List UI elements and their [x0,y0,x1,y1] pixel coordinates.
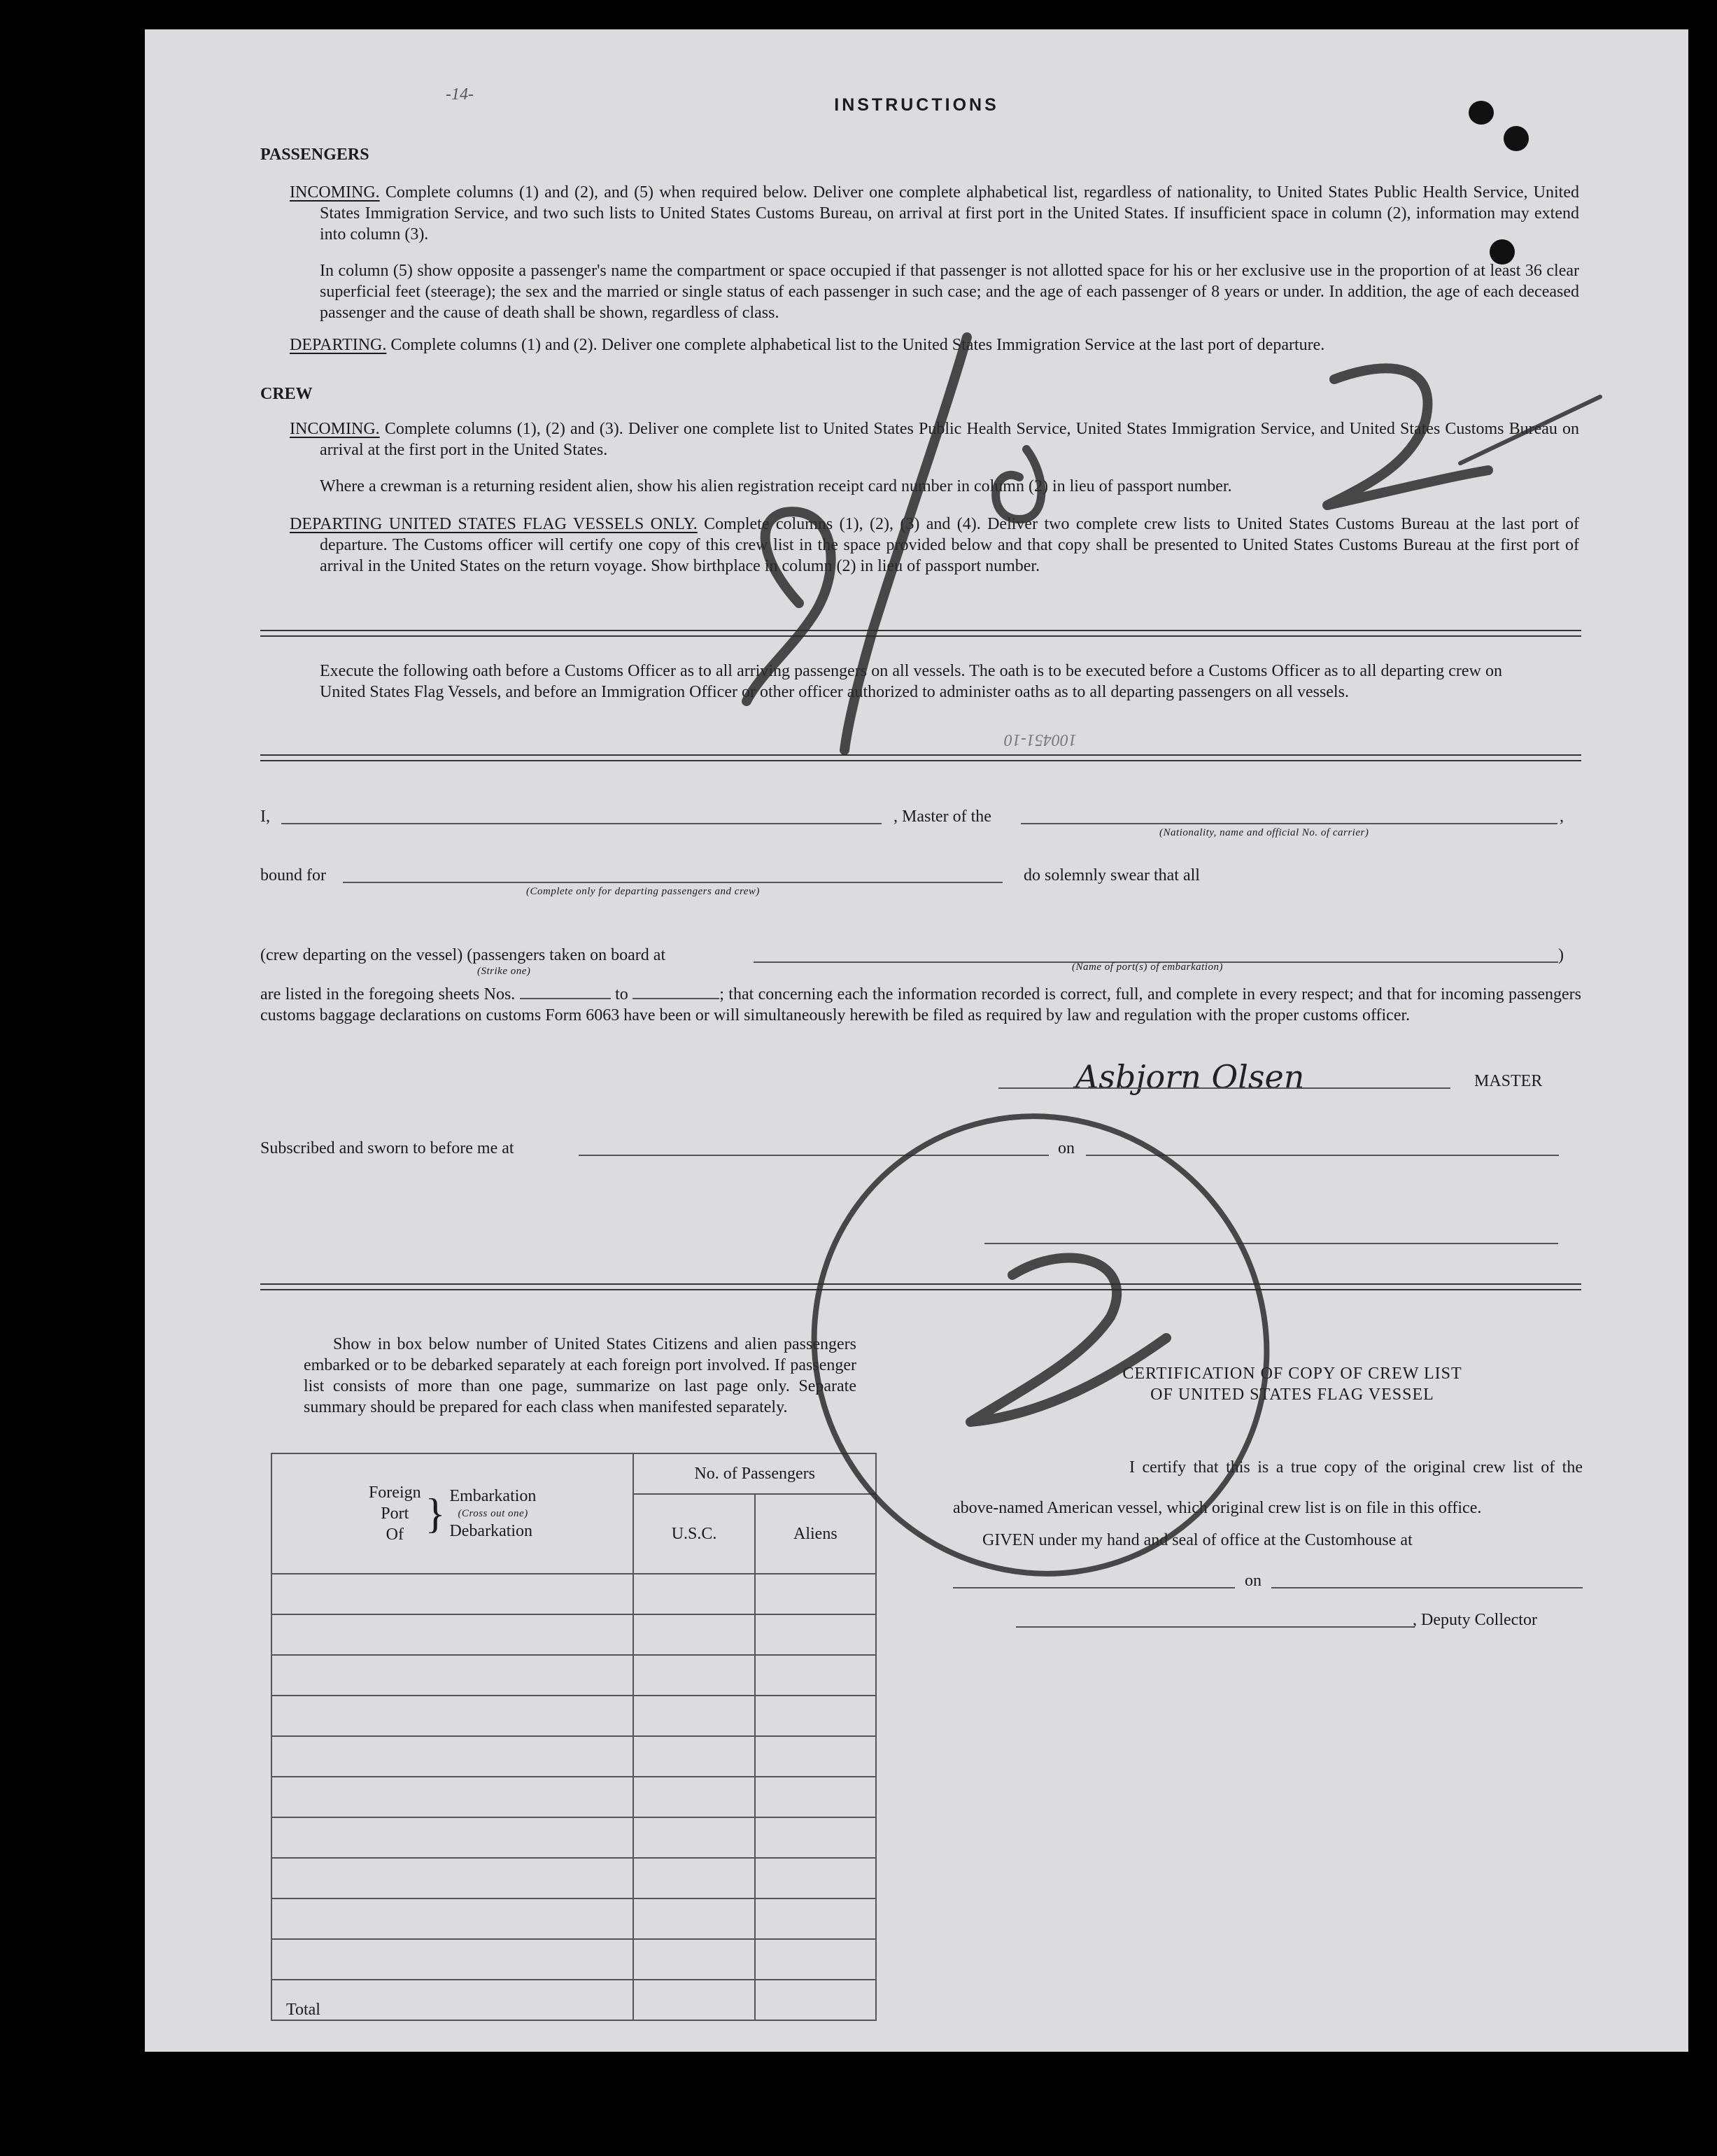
no-of-passengers-header: No. of Passengers [633,1453,876,1494]
document-page [145,29,1688,2052]
subscribed-label: Subscribed and sworn to before me at [260,1139,514,1157]
corner-mark: -14- [446,85,474,104]
page-number-scrawl [845,337,967,750]
crew-heading: CREW [260,385,313,403]
passengers-incoming-label: INCOMING. [290,183,380,202]
passengers-departing-label: DEPARTING. [290,336,387,354]
master-of-the-label: , Master of the [893,808,991,826]
passengers-incoming-text: Complete columns (1) and (2), and (5) when required below. Deliver one complete alphabetical list, regardless of nationality, to United States Public Health Service, United States Immigration Service, and two such lists to United States Customs Bureau, on arrival at first port in the United States. If insufficient space in column (2), information may extend into column (3). [320,183,1580,244]
pencil-annotations [145,29,1688,2052]
listed-prefix: are listed in the foregoing sheets Nos. [260,985,516,1003]
inverted-stamp-number: 100451-10 [1004,731,1077,749]
certification-title-line1: CERTIFICATION OF COPY OF CREW LIST [1122,1365,1462,1383]
certification-text: I certify that this is a true copy of the original crew list of the above-named American vessel, which original crew list is on file in this office. [953,1458,1583,1517]
total-label: Total [271,1980,633,2020]
master-signature: Asbjorn Olsen [1075,1058,1305,1096]
usc-header: U.S.C. [633,1494,754,1574]
strike-one-caption: (Strike one) [477,966,531,977]
crew-incoming-text: Complete columns (1), (2) and (3). Deliver one complete list to United States Public Health Service, United States Immigration Service, and United States Customs Bureau on arrival at the first port in the United States. [320,420,1580,459]
passengers-column5-paragraph: In column (5) show opposite a passenger's name the compartment or space occupied if that passenger is not allotted space for his or her exclusive use in the proportion of at least 36 clear superficial feet (steerage); the sex and the married or single status of each passenger in such case; and the age of each passenger of 8 years or under. In addition, the age of each deceased passenger and the cause of death shall be shown, regardless of class. [320,262,1579,322]
circled-number [977,1275,978,1276]
listed-rest: ; that concerning each the information recorded is correct, full, and complete in every respect; and that for incoming passengers customs baggage declarations on customs Form 6063 have been or will simultaneously herewith be filed as required by law and regulation with the proper customs officer. [260,985,1582,1024]
cross-out-caption: (Cross out one) [458,1508,528,1519]
circle-mark [725,1027,1357,1663]
embarkation-label: Embarkation [449,1487,537,1505]
port-label: Port [381,1505,409,1523]
passengers-departing-text: Complete columns (1) and (2). Deliver one complete alphabetical list to the United States Immigration Service at the last port of departure. [390,336,1325,354]
page-title: INSTRUCTIONS [834,95,999,115]
brace: } [425,1491,446,1537]
summary-instruction: Show in box below number of United States Citizens and alien passengers embarked or to be debarked separately at each foreign port involved. If passenger list consists of more than one page, summarize on last page only. Separate summary should be prepared for each class when manifested separately. [304,1335,856,1416]
deputy-collector-label: , Deputy Collector [1413,1611,1537,1629]
given-under-text: GIVEN under my hand and seal of office at the Customhouse at [982,1531,1413,1549]
oath-i-label: I, [260,808,270,826]
certification-title-line2: OF UNITED STATES FLAG VESSEL [1150,1386,1434,1404]
page-number-scrawl [747,512,831,701]
solemnly-swear-label: do solemnly swear that all [1024,866,1200,885]
close-paren: ) [1558,946,1564,964]
circled-two-scrawl [970,1258,1166,1422]
comma: , [1560,808,1564,826]
bound-for-caption: (Complete only for departing passengers and crew) [526,886,760,897]
listed-to: to [615,985,628,1003]
crew-alien-paragraph: Where a crewman is a returning resident alien, show his alien registration receipt card number in column (2) in lieu of passport number. [320,477,1232,495]
crew-departing-label: DEPARTING UNITED STATES FLAG VESSELS ONLY. [290,515,698,533]
nationality-caption: (Nationality, name and official No. of carrier) [1159,827,1369,838]
foreign-label: Foreign [368,1484,421,1502]
passengers-heading: PASSENGERS [260,146,369,164]
master-label: MASTER [1474,1072,1543,1090]
bound-for-label: bound for [260,866,326,885]
ports-caption: (Name of port(s) of embarkation) [1072,961,1223,973]
debarkation-label: Debarkation [449,1522,533,1540]
page-number-scrawl [1327,368,1488,505]
page-number-scrawl [996,449,1041,519]
crew-incoming-label: INCOMING. [290,420,380,438]
crew-departing-label: (crew departing on the vessel) (passengers taken on board at [260,946,666,964]
subscribed-on-label: on [1058,1139,1075,1157]
cert-on-label: on [1245,1572,1262,1590]
crew-departing-text: Complete columns (1), (2), (3) and (4). Deliver two complete crew lists to United States Customs Bureau at the last port of departure. The Customs officer will certify one copy of this crew list in the space provided below and that copy shall be presented to United States Customs Bureau at the first port of arrival in the United States on the return voyage. Show birthplace in column (2) in lieu of passport number. [320,515,1580,575]
of-label: Of [386,1526,404,1544]
page-number-scrawl [1460,397,1600,463]
oath-instruction: Execute the following oath before a Customs Officer as to all arriving passengers on all vessels. The oath is to be executed before a Customs Officer as to all departing crew on United States Flag Vessels, and before an Immigration Officer or other officer authorized to administer oaths as to all departing passengers on all vessels. [320,662,1502,701]
aliens-header: Aliens [755,1494,876,1574]
